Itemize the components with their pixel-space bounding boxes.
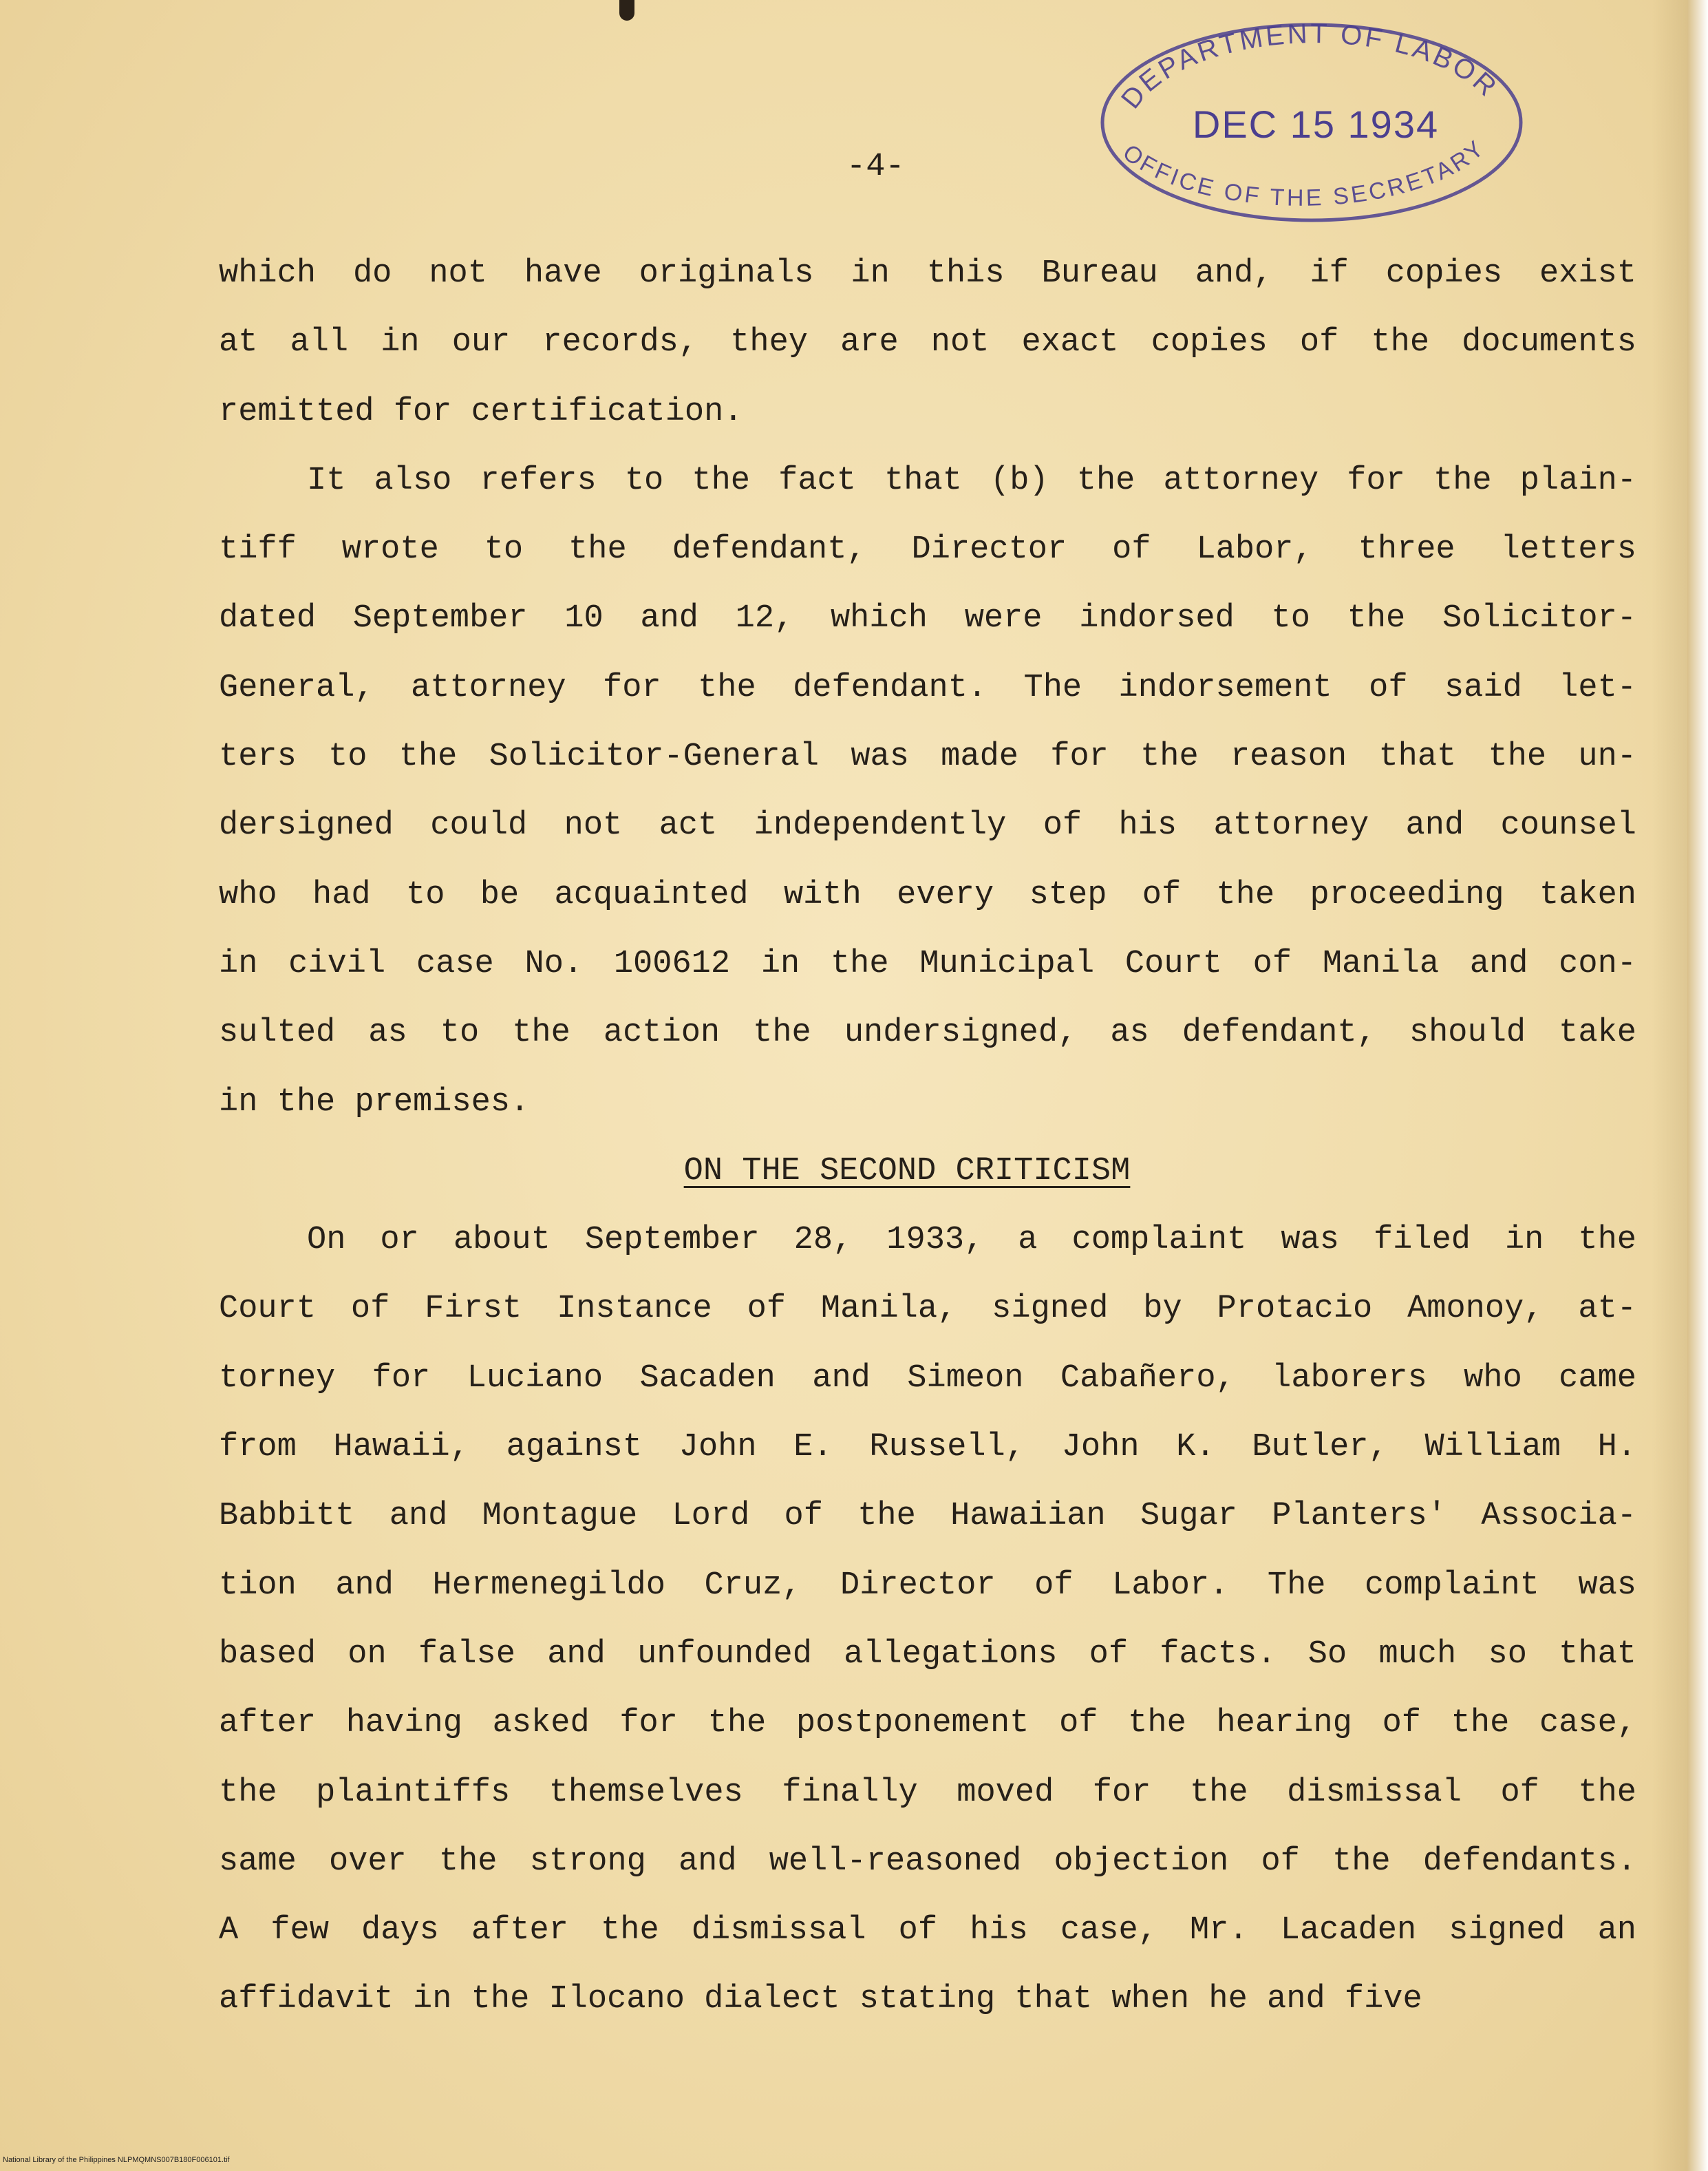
text-line: remitted for certification. bbox=[219, 393, 743, 430]
stamp-date: DEC 15 1934 bbox=[1192, 103, 1440, 146]
text-line: in the premises. bbox=[219, 1083, 530, 1121]
text-line: ters to the Solicitor-General was made for the reason that the un- bbox=[219, 739, 1636, 776]
text-line: sulted as to the action the undersigned, as defendant, should take bbox=[219, 1015, 1636, 1052]
text-line: after having asked for the postponement of the hearing of the case, bbox=[219, 1705, 1636, 1742]
text-line: tion and Hermenegildo Cruz, Director of Labor. The complaint was bbox=[219, 1567, 1636, 1604]
text-line: Babbitt and Montague Lord of the Hawaiian Sugar Planters' Associa- bbox=[219, 1498, 1636, 1535]
text-line: who had to be acquainted with every step of the proceeding taken bbox=[219, 876, 1636, 913]
text-line: based on false and unfounded allegations of facts. So much so that bbox=[219, 1635, 1636, 1673]
paragraph-3 bbox=[219, 1206, 1636, 2035]
section-heading-text: ON THE SECOND CRITICISM bbox=[683, 1152, 1131, 1189]
text-line: which do not have originals in this Bureau and, if copies exist bbox=[219, 255, 1636, 292]
text-line: torney for Luciano Sacaden and Simeon Cabañero, laborers who came bbox=[219, 1359, 1636, 1397]
text-line: same over the strong and well-reasoned objection of the defendants. bbox=[219, 1843, 1636, 1880]
paragraph-1 bbox=[219, 240, 1636, 447]
letter-body bbox=[219, 240, 1636, 2035]
text-line: tiff wrote to the defendant, Director of Labor, three letters bbox=[219, 531, 1636, 569]
text-line: the plaintiffs themselves finally moved for the dismissal of the bbox=[219, 1774, 1636, 1811]
text-line: A few days after the dismissal of his case, Mr. Lacaden signed an bbox=[219, 1912, 1636, 1949]
svg-text:DEPARTMENT OF LABOR bbox=[1115, 19, 1504, 114]
text-line: On or about September 28, 1933, a complaint was filed in the bbox=[307, 1222, 1636, 1259]
paragraph-2 bbox=[219, 447, 1636, 1137]
page-number: -4- bbox=[846, 149, 905, 185]
text-line: Court of First Instance of Manila, signed by Protacio Amonoy, at- bbox=[219, 1291, 1636, 1328]
text-line: affidavit in the Ilocano dialect stating that when he and five bbox=[219, 1981, 1422, 2018]
text-line: dersigned could not act independently of his attorney and counsel bbox=[219, 807, 1636, 845]
text-line: dated September 10 and 12, which were indorsed to the Solicitor- bbox=[219, 600, 1636, 637]
text-line: at all in our records, they are not exact copies of the documents bbox=[219, 324, 1636, 361]
stamp-bottom-text: OFFICE OF THE SECRETARY bbox=[1118, 134, 1491, 211]
text-line: in civil case No. 100612 in the Municipal Court of Manila and con- bbox=[219, 945, 1636, 982]
punch-hole bbox=[619, 0, 634, 21]
section-heading bbox=[219, 1137, 1636, 1206]
text-line: from Hawaii, against John E. Russell, John K. Butler, William H. bbox=[219, 1429, 1636, 1466]
department-of-labor-stamp bbox=[1089, 12, 1535, 231]
text-line: General, attorney for the defendant. The indorsement of said let- bbox=[219, 669, 1636, 706]
scan-edge bbox=[1687, 0, 1708, 2171]
text-line: It also refers to the fact that (b) the attorney for the plain- bbox=[307, 462, 1636, 499]
stamp-top-text: DEPARTMENT OF LABOR bbox=[1115, 18, 1504, 115]
scan-footer: National Library of the Philippines NLPMQMNS007B180F006101.tif bbox=[3, 2156, 230, 2164]
